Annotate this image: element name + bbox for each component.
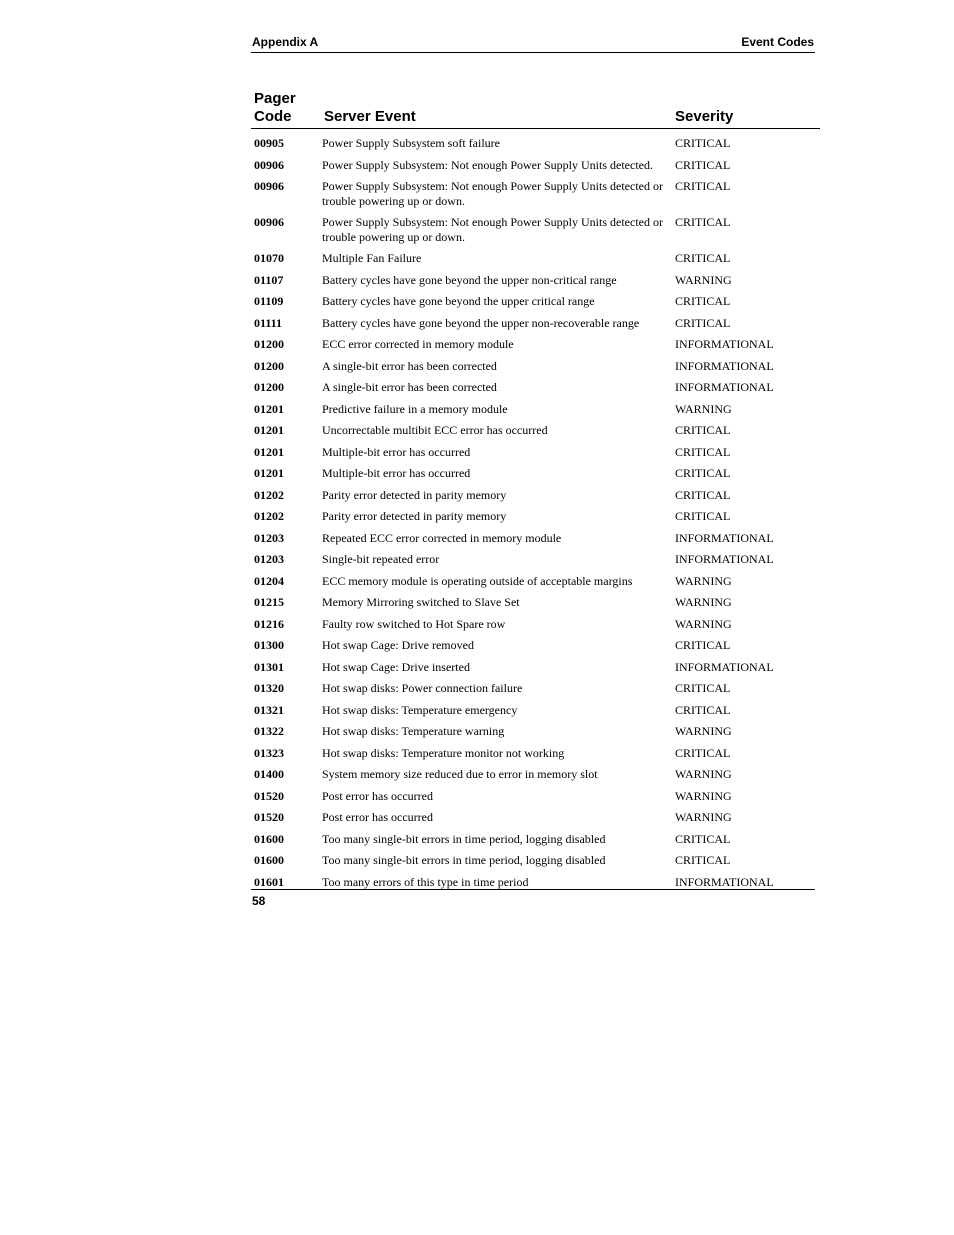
pager-code-cell: 01070 bbox=[254, 251, 284, 265]
severity-cell: WARNING bbox=[675, 401, 732, 416]
table-row bbox=[251, 178, 820, 214]
server-event-cell: ECC error corrected in memory module bbox=[322, 337, 514, 351]
table-row bbox=[251, 272, 820, 294]
server-event-cell: Single-bit repeated error bbox=[322, 552, 440, 566]
pager-code-cell: 01107 bbox=[254, 272, 284, 287]
table-header bbox=[251, 90, 820, 129]
page-header bbox=[251, 34, 815, 53]
server-event-cell: Power Supply Subsystem soft failure bbox=[322, 136, 500, 150]
table-row bbox=[251, 551, 820, 573]
severity-cell: CRITICAL bbox=[675, 315, 731, 330]
severity-cell: CRITICAL bbox=[675, 444, 731, 459]
pager-code-cell: 01215 bbox=[254, 595, 284, 609]
server-event-cell: Uncorrectable multibit ECC error has occurred bbox=[322, 423, 548, 437]
severity-cell: CRITICAL bbox=[675, 638, 731, 652]
severity-cell: CRITICAL bbox=[675, 294, 731, 308]
server-event-cell: Repeated ECC error corrected in memory module bbox=[322, 530, 562, 545]
pager-code-cell: 01300 bbox=[254, 638, 284, 652]
server-event-cell: Too many errors of this type in time period bbox=[322, 874, 529, 889]
server-event-cell: Hot swap disks: Temperature monitor not working bbox=[322, 745, 565, 760]
table-row bbox=[251, 573, 820, 595]
server-event-cell: Multiple-bit error has occurred bbox=[322, 466, 471, 480]
table-row bbox=[251, 336, 820, 358]
severity-cell: WARNING bbox=[675, 788, 732, 803]
header-section-title: Appendix A bbox=[252, 35, 319, 49]
server-event-cell: Hot swap Cage: Drive inserted bbox=[322, 659, 470, 674]
severity-cell: WARNING bbox=[675, 595, 732, 609]
table-row bbox=[251, 444, 820, 466]
severity-cell: WARNING bbox=[675, 573, 732, 588]
pager-code-cell: 01202 bbox=[254, 509, 284, 523]
table-row bbox=[251, 788, 820, 810]
pager-code-cell: 01203 bbox=[254, 530, 284, 545]
pager-code-cell: 01201 bbox=[254, 444, 284, 459]
pager-code-cell: 01202 bbox=[254, 487, 284, 502]
pager-code-cell: 01203 bbox=[254, 552, 284, 566]
pager-code-cell: 01111 bbox=[254, 315, 283, 330]
table-row bbox=[251, 135, 820, 157]
server-event-cell: Post error has occurred bbox=[322, 788, 433, 803]
server-event-cell: Hot swap disks: Temperature warning bbox=[322, 724, 505, 738]
table-row bbox=[251, 637, 820, 659]
pager-code-cell: 01601 bbox=[254, 874, 284, 889]
pager-code-cell: 01600 bbox=[254, 853, 284, 867]
severity-cell: WARNING bbox=[675, 724, 732, 738]
pager-code-cell: 01201 bbox=[254, 401, 284, 416]
table-row bbox=[251, 379, 820, 401]
table-row bbox=[251, 293, 820, 315]
table-row bbox=[251, 702, 820, 724]
severity-cell: CRITICAL bbox=[675, 745, 731, 760]
server-event-cell: Multiple Fan Failure bbox=[322, 251, 422, 265]
table-row bbox=[251, 723, 820, 745]
pager-code-cell: 01600 bbox=[254, 831, 284, 846]
severity-cell: WARNING bbox=[675, 810, 732, 824]
pager-code-cell: 01321 bbox=[254, 702, 284, 717]
pager-code-cell: 01301 bbox=[254, 659, 284, 674]
severity-cell: INFORMATIONAL bbox=[675, 358, 774, 373]
table-row bbox=[251, 766, 820, 788]
pager-code-cell: 00906 bbox=[254, 179, 284, 193]
severity-cell: CRITICAL bbox=[675, 157, 731, 172]
severity-cell: CRITICAL bbox=[675, 681, 731, 695]
server-event-cell: Power Supply Subsystem: Not enough Power Supply Units detected or trouble powering up or down. bbox=[322, 179, 663, 208]
server-event-cell: Too many single-bit errors in time period, logging disabled bbox=[322, 853, 606, 867]
server-event-cell: System memory size reduced due to error in memory slot bbox=[322, 767, 598, 781]
severity-cell: CRITICAL bbox=[675, 215, 731, 229]
server-event-cell: Hot swap disks: Power connection failure bbox=[322, 681, 523, 695]
pager-code-cell: 01201 bbox=[254, 466, 284, 480]
severity-cell: CRITICAL bbox=[675, 487, 731, 502]
server-event-cell: Parity error detected in parity memory bbox=[322, 509, 507, 523]
severity-cell: WARNING bbox=[675, 767, 732, 781]
table-row bbox=[251, 745, 820, 767]
server-event-cell: Hot swap Cage: Drive removed bbox=[322, 638, 474, 652]
table-row bbox=[251, 487, 820, 509]
table-row bbox=[251, 530, 820, 552]
server-event-cell: Too many single-bit errors in time period, logging disabled bbox=[322, 831, 606, 846]
pager-code-cell: 01400 bbox=[254, 767, 284, 781]
pager-code-cell: 01109 bbox=[254, 294, 284, 308]
table-row bbox=[251, 157, 820, 179]
severity-cell: CRITICAL bbox=[675, 853, 731, 867]
severity-cell: CRITICAL bbox=[675, 423, 731, 437]
server-event-cell: Battery cycles have gone beyond the upper non-recoverable range bbox=[322, 315, 640, 330]
table-row bbox=[251, 809, 820, 831]
table-row bbox=[251, 594, 820, 616]
table-row bbox=[251, 250, 820, 272]
pager-code-cell: 01520 bbox=[254, 810, 284, 824]
event-table-body bbox=[251, 135, 820, 895]
severity-cell: WARNING bbox=[675, 616, 732, 631]
pager-code-cell: 01200 bbox=[254, 337, 284, 351]
header-chapter-title: Event Codes bbox=[741, 35, 814, 49]
severity-cell: CRITICAL bbox=[675, 831, 731, 846]
table-row bbox=[251, 616, 820, 638]
pager-code-cell: 00906 bbox=[254, 215, 284, 229]
table-row bbox=[251, 214, 820, 250]
severity-cell: CRITICAL bbox=[675, 702, 731, 717]
severity-cell: CRITICAL bbox=[675, 136, 731, 150]
severity-cell: CRITICAL bbox=[675, 251, 731, 265]
pager-code-cell: 01200 bbox=[254, 358, 284, 373]
server-event-cell: A single-bit error has been corrected bbox=[322, 380, 497, 394]
table-row bbox=[251, 465, 820, 487]
server-event-cell: Multiple-bit error has occurred bbox=[322, 444, 471, 459]
severity-cell: CRITICAL bbox=[675, 509, 731, 523]
column-header-server-event: Server Event bbox=[324, 108, 416, 125]
server-event-cell: Power Supply Subsystem: Not enough Power Supply Units detected or trouble powering up or down. bbox=[322, 215, 663, 244]
severity-cell: WARNING bbox=[675, 272, 732, 287]
table-row bbox=[251, 401, 820, 423]
server-event-cell: Faulty row switched to Hot Spare row bbox=[322, 616, 506, 631]
server-event-cell: Power Supply Subsystem: Not enough Power Supply Units detected. bbox=[322, 157, 653, 172]
table-row bbox=[251, 422, 820, 444]
table-row bbox=[251, 659, 820, 681]
pager-code-cell: 01322 bbox=[254, 724, 284, 738]
severity-cell: CRITICAL bbox=[675, 179, 731, 193]
severity-cell: INFORMATIONAL bbox=[675, 530, 774, 545]
server-event-cell: A single-bit error has been corrected bbox=[322, 358, 497, 373]
pager-code-cell: 01320 bbox=[254, 681, 284, 695]
severity-cell: CRITICAL bbox=[675, 466, 731, 480]
server-event-cell: Hot swap disks: Temperature emergency bbox=[322, 702, 518, 717]
pager-code-cell: 01323 bbox=[254, 745, 284, 760]
severity-cell: INFORMATIONAL bbox=[675, 337, 774, 351]
server-event-cell: Predictive failure in a memory module bbox=[322, 401, 508, 416]
column-header-severity: Severity bbox=[675, 108, 734, 125]
pager-code-cell: 01216 bbox=[254, 616, 284, 631]
column-header-pager-code: Pager Code bbox=[254, 90, 296, 125]
table-row bbox=[251, 358, 820, 380]
pager-code-cell: 01204 bbox=[254, 573, 284, 588]
pager-code-cell: 01200 bbox=[254, 380, 284, 394]
pager-code-cell: 00905 bbox=[254, 136, 284, 150]
server-event-cell: Memory Mirroring switched to Slave Set bbox=[322, 595, 520, 609]
table-row bbox=[251, 680, 820, 702]
page-footer bbox=[251, 889, 815, 908]
table-row bbox=[251, 315, 820, 337]
server-event-cell: Battery cycles have gone beyond the upper critical range bbox=[322, 294, 595, 308]
severity-cell: INFORMATIONAL bbox=[675, 659, 774, 674]
pager-code-cell: 01201 bbox=[254, 423, 284, 437]
server-event-cell: Parity error detected in parity memory bbox=[322, 487, 507, 502]
server-event-cell: ECC memory module is operating outside of acceptable margins bbox=[322, 573, 633, 588]
pager-code-cell: 01520 bbox=[254, 788, 284, 803]
table-row bbox=[251, 508, 820, 530]
table-row bbox=[251, 852, 820, 874]
severity-cell: INFORMATIONAL bbox=[675, 552, 774, 566]
severity-cell: INFORMATIONAL bbox=[675, 874, 774, 889]
pager-code-cell: 00906 bbox=[254, 157, 284, 172]
server-event-cell: Post error has occurred bbox=[322, 810, 433, 824]
severity-cell: INFORMATIONAL bbox=[675, 380, 774, 394]
table-row bbox=[251, 831, 820, 853]
page-number: 58 bbox=[252, 894, 266, 908]
server-event-cell: Battery cycles have gone beyond the upper non-critical range bbox=[322, 272, 617, 287]
